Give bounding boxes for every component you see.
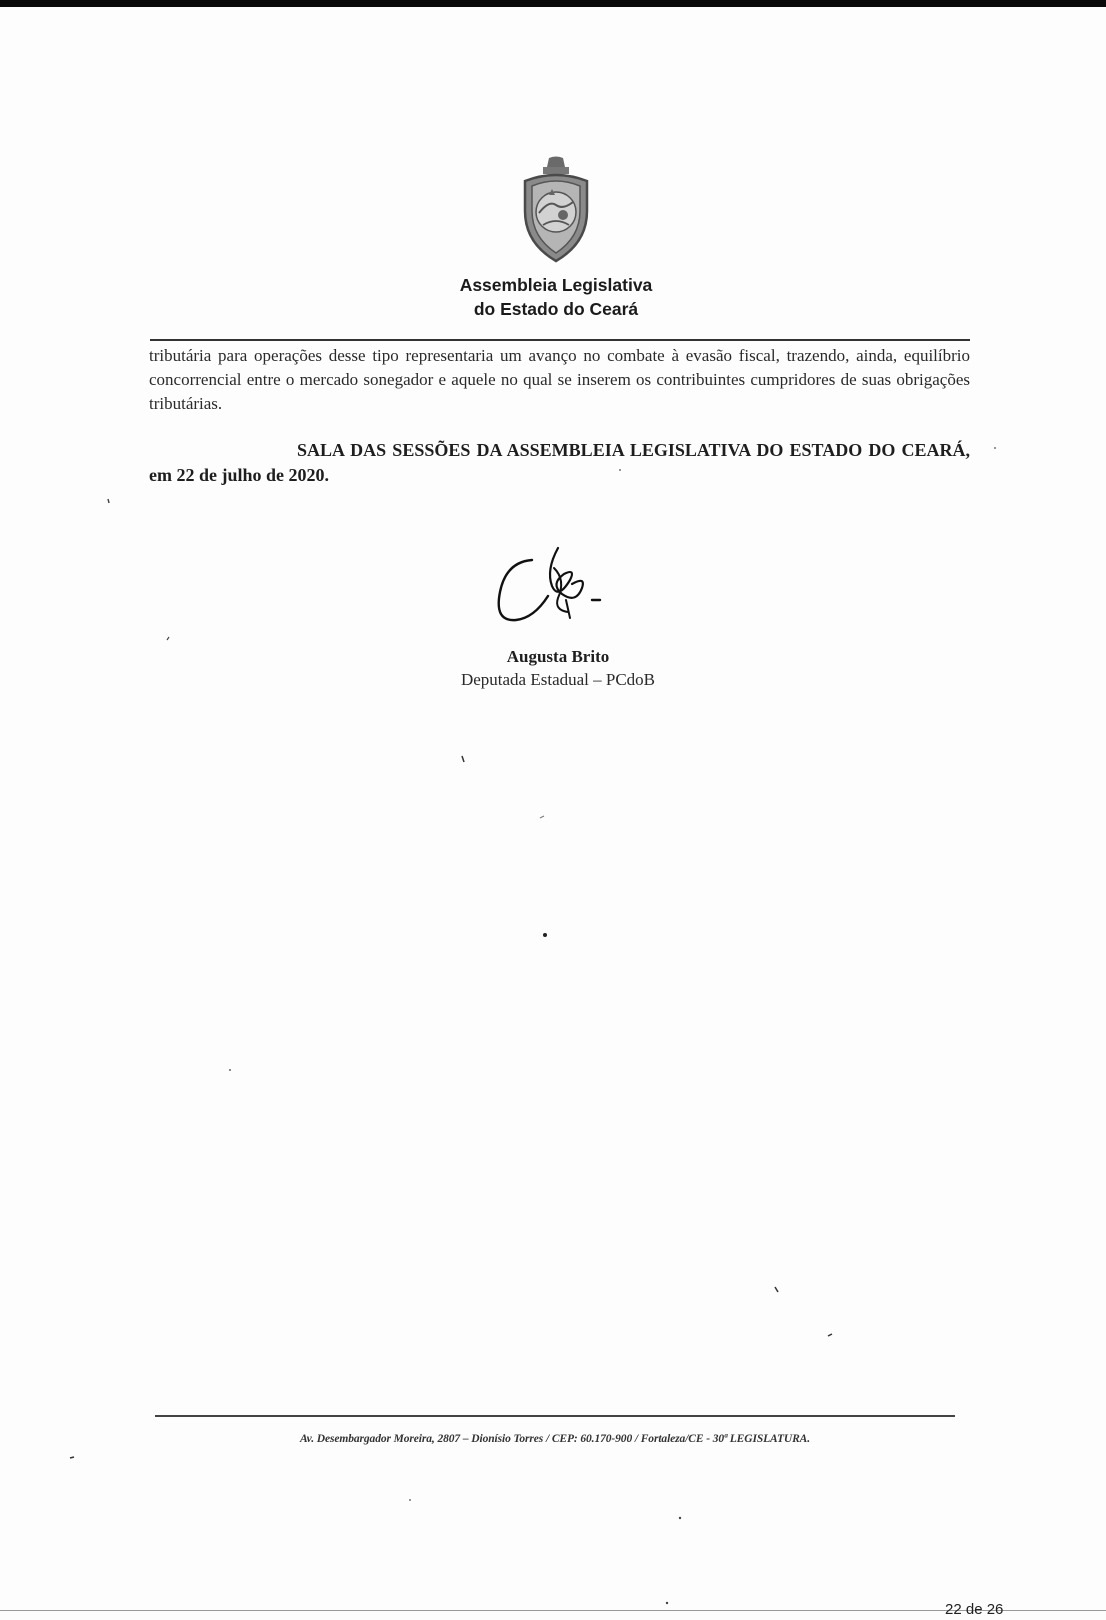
footer-divider — [155, 1415, 955, 1417]
handwritten-signature — [496, 540, 626, 645]
document-top-edge — [0, 0, 1106, 7]
signer-role: Deputada Estadual – PCdoB — [460, 670, 656, 689]
footer-address: Av. Desembargador Moreira, 2807 – Dionísio Torres / CEP: 60.170-900 / Fortaleza/CE - 30ª LEGISLATURA. — [299, 1433, 811, 1445]
organization-name-line1: Assembleia Legislativa — [459, 275, 653, 295]
header-divider — [150, 339, 970, 341]
signer-name: Augusta Brito — [506, 647, 610, 666]
body-paragraph: tributária para operações desse tipo representaria um avanço no combate à evasão fiscal, trazendo, ainda, equilíbrio concorrencial entre o mercado sonegador e aquele no qual se inserem os contribuintes cumpridores de suas obrigações tributárias. — [149, 346, 970, 413]
page-bottom-rule — [0, 1610, 1106, 1611]
closing-statement: SALA DAS SESSÕES DA ASSEMBLEIA LEGISLATIVA DO ESTADO DO CEARÁ, em 22 de julho de 2020. — [149, 440, 970, 485]
state-crest-icon — [519, 155, 593, 265]
organization-name — [380, 273, 732, 321]
organization-name-line2: do Estado do Ceará — [473, 299, 639, 319]
page-number: 22 de 26 — [945, 1601, 1004, 1618]
